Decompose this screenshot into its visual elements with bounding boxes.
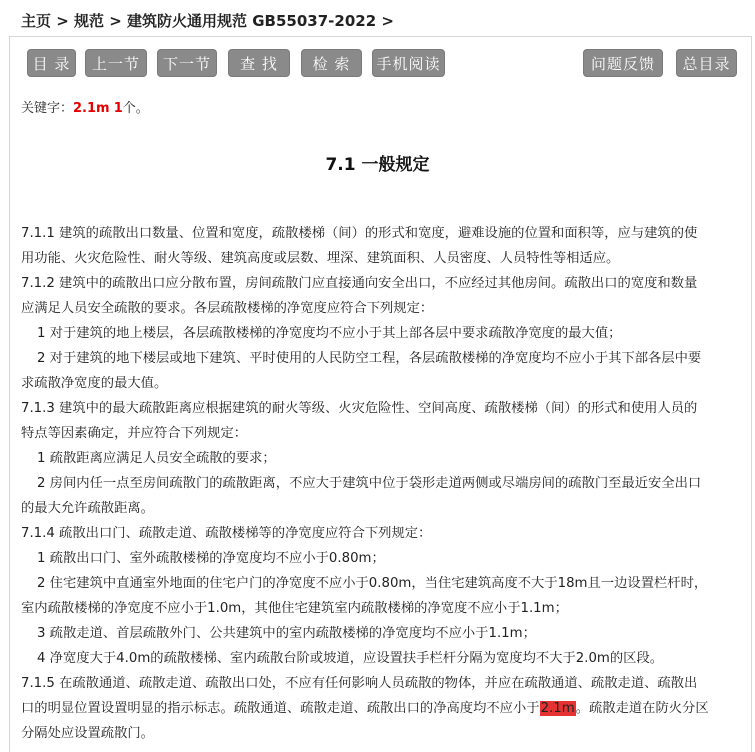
- body-line: 特点等因素确定，并应符合下列规定：: [21, 426, 248, 441]
- body-line: 1 疏散出口门、室外疏散楼梯的净宽度均不应小于0.80m；: [37, 551, 385, 566]
- body-line: 7.1.5 在疏散通道、疏散走道、疏散出口处，不应有任何影响人员疏散的物体，并应在疏散通道、疏散走道、疏散出: [21, 676, 698, 691]
- keyword-highlight: 2.1m: [540, 701, 575, 716]
- body-line: 2 对于建筑的地下楼层或地下建筑、平时使用的人民防空工程，各层疏散楼梯的净宽度均不应小于其下部各层中要: [37, 351, 702, 366]
- body-line: 7.1.1 建筑的疏散出口数量、位置和宽度，疏散楼梯（间）的形式和宽度，避难设施的位置和面积等，应与建筑的使: [21, 226, 698, 241]
- body-text: 。疏散走道在防火分区: [575, 701, 709, 716]
- body-line: 用功能、火灾危险性、耐火等级、建筑高度或层数、埋深、建筑面积、人员密度、人员特性等相适应。: [21, 251, 620, 266]
- body-line: 4 净宽度大于4.0m的疏散楼梯、室内疏散台阶或坡道，应设置扶手栏杆分隔为宽度均不大于2.0m的区段。: [37, 651, 664, 666]
- toolbar: [0, 49, 755, 79]
- body-line: 7.1.2 建筑中的疏散出口应分散布置，房间疏散门应直接通向安全出口，不应经过其他房间。疏散出口的宽度和数量: [21, 276, 698, 291]
- keyword-count-suffix: 个。: [122, 101, 149, 116]
- section-title: 7.1 一般规定: [325, 155, 430, 175]
- keyword-count: 1: [113, 101, 123, 116]
- mobile-read-button[interactable]: 手机阅读: [372, 49, 445, 77]
- body-line: 1 对于建筑的地上楼层，各层疏散楼梯的净宽度均不应小于其上部各层中要求疏散净宽度的最大值；: [37, 326, 622, 341]
- prev-section-button[interactable]: 上一节: [85, 49, 147, 77]
- keywords-line: [21, 97, 149, 116]
- body-line: 求疏散净宽度的最大值。: [21, 376, 168, 391]
- next-section-button[interactable]: 下一节: [157, 49, 217, 77]
- breadcrumb[interactable]: 主页 > 规范 > 建筑防火通用规范 GB55037-2022 >: [21, 12, 394, 30]
- body-line: 2 房间内任一点至房间疏散门的疏散距离，不应大于建筑中位于袋形走道两侧或尽端房间的疏散门至最近安全出口: [37, 476, 702, 491]
- body-line: 应满足人员安全疏散的要求。各层疏散楼梯的净宽度应符合下列规定：: [21, 301, 434, 316]
- body-line: 分隔处应设置疏散门。: [21, 726, 154, 741]
- body-line: 室内疏散楼梯的净宽度不应小于1.0m，其他住宅建筑室内疏散楼梯的净宽度不应小于1.1m；: [21, 601, 568, 616]
- feedback-button[interactable]: 问题反馈: [583, 49, 663, 77]
- body-line: 2 住宅建筑中直通室外地面的住宅户门的净宽度不应小于0.80m，当住宅建筑高度不大于18m且一边设置栏杆时，: [37, 576, 708, 591]
- keywords-label: 关键字：: [21, 101, 74, 116]
- body-line: 1 疏散距离应满足人员安全疏散的要求；: [37, 451, 276, 466]
- master-toc-button[interactable]: 总目录: [676, 49, 737, 77]
- body-line: 的最大允许疏散距离。: [21, 501, 154, 516]
- toc-button[interactable]: 目 录: [27, 49, 76, 77]
- search-button[interactable]: 检 索: [301, 49, 362, 77]
- find-button[interactable]: 查 找: [228, 49, 290, 77]
- keyword-term: 2.1m: [73, 101, 110, 116]
- article-body: [21, 221, 733, 746]
- body-line: 7.1.3 建筑中的最大疏散距离应根据建筑的耐火等级、火灾危险性、空间高度、疏散楼梯（间）的形式和使用人员的: [21, 401, 698, 416]
- body-line: 7.1.4 疏散出口门、疏散走道、疏散楼梯等的净宽度应符合下列规定：: [21, 526, 432, 541]
- body-line: 3 疏散走道、首层疏散外门、公共建筑中的室内疏散楼梯的净宽度均不应小于1.1m；: [37, 626, 536, 641]
- body-line: [21, 696, 733, 721]
- body-text: 口的明显位置设置明显的指示标志。疏散通道、疏散走道、疏散出口的净高度均不应小于: [21, 701, 540, 716]
